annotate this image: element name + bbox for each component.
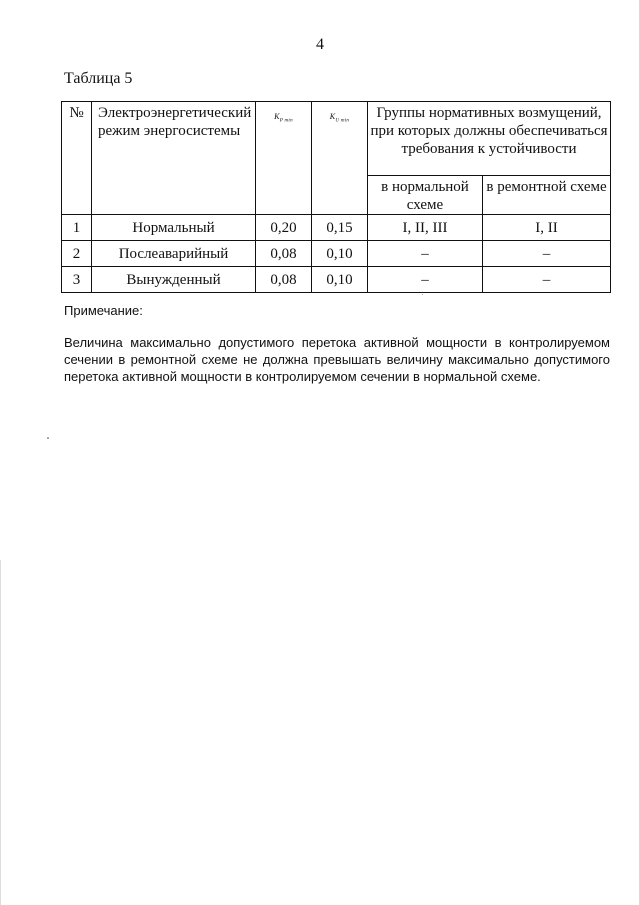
scan-speck [422,294,423,295]
header-num: № [62,102,92,215]
note-text: Величина максимально допустимого перетока активной мощности в контролируемом сечении в ремонтной схеме не должна превышать величину максимально допустимого перетока активной мощности в контролируемом сечении в нормальной схеме. [64,335,610,384]
row-mode: Нормальный [92,215,256,241]
row-kp: 0,08 [256,267,312,293]
row-num: 3 [62,267,92,293]
stability-requirements-table [61,101,611,293]
header-ku: $K_{U min}$ [312,102,368,215]
header-kp: $K_{P min}$ [256,102,312,215]
row-normal: – [368,267,483,293]
row-repair: I, II [483,215,611,241]
row-normal: I, II, III [368,215,483,241]
scan-edge-left [0,560,1,905]
scan-speck [47,437,49,439]
row-ku: 0,10 [312,241,368,267]
row-mode: Послеаварийный [92,241,256,267]
row-num: 2 [62,241,92,267]
row-repair: – [483,241,611,267]
row-normal: – [368,241,483,267]
table-row [62,241,611,267]
row-repair: – [483,267,611,293]
row-ku: 0,15 [312,215,368,241]
header-groups: Группы нормативных возмущений, при которых должны обеспечиваться требования к устойчивости [368,102,611,176]
row-kp: 0,20 [256,215,312,241]
table-caption: Таблица 5 [64,70,133,87]
row-ku: 0,10 [312,267,368,293]
header-mode: Электроэнергетический режим энергосистемы [92,102,256,215]
page-number: 4 [316,36,324,53]
row-mode: Вынужденный [92,267,256,293]
table-row [62,267,611,293]
row-num: 1 [62,215,92,241]
header-repair-scheme: в ремонтной схеме [483,176,611,215]
header-normal-scheme: в нормальной схеме [368,176,483,215]
note-label: Примечание: [64,303,143,318]
table-row [62,215,611,241]
row-kp: 0,08 [256,241,312,267]
